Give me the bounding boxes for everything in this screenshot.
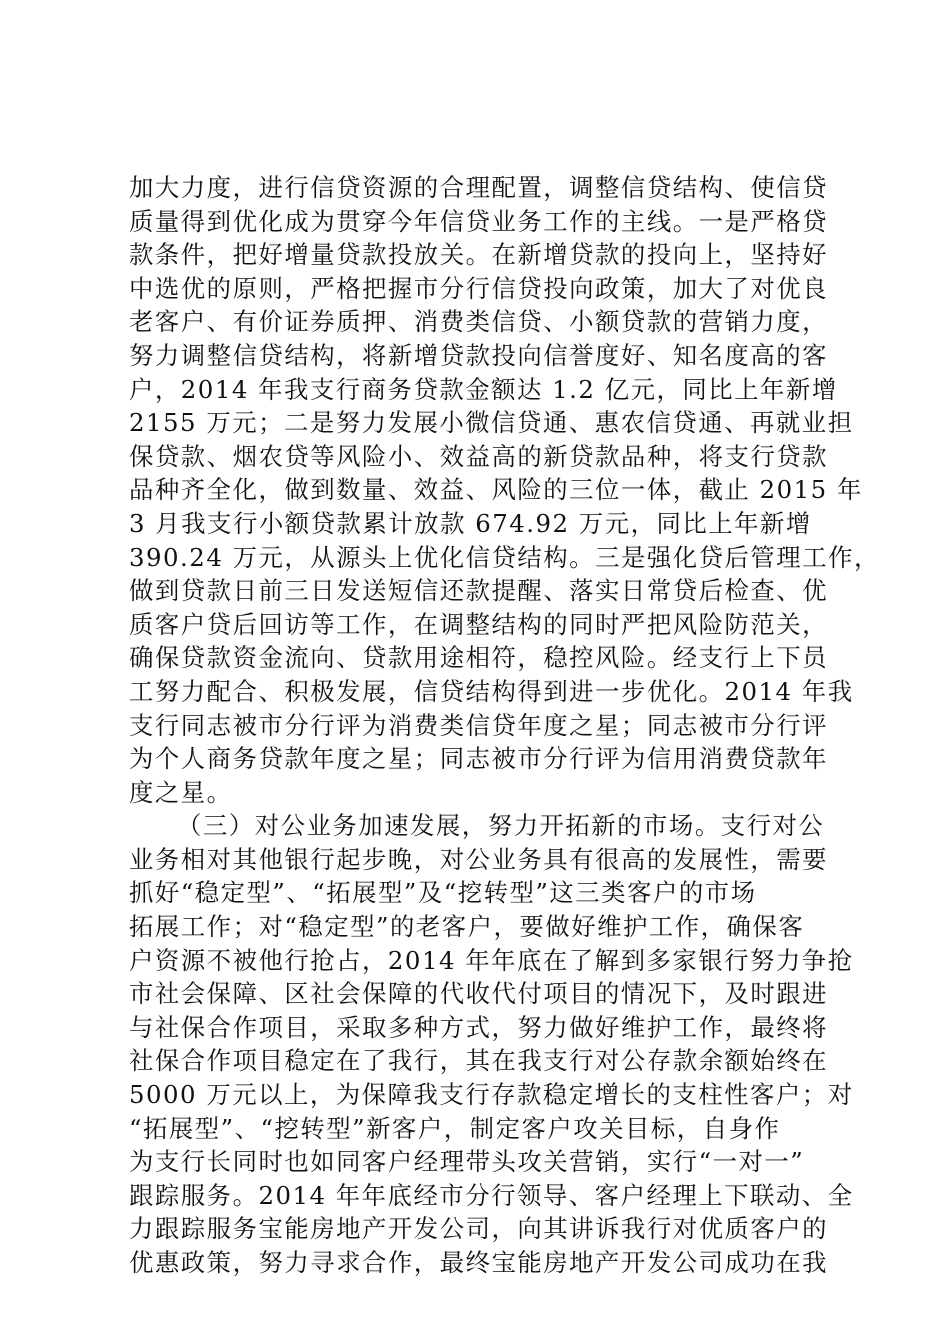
text-line: 品种齐全化，做到数量、效益、风险的三位一体，截止 2015 年: [129, 475, 863, 505]
text-line: 保贷款、烟农贷等风险小、效益高的新贷款品种，将支行贷款: [129, 441, 829, 471]
text-line: 2155 万元；二是努力发展小微信贷通、惠农信贷通、再就业担: [129, 408, 854, 438]
text-line: 为支行长同时也如同客户经理带头攻关营销，实行“一对一”: [129, 1147, 805, 1177]
text-line: 390.24 万元，从源头上优化信贷结构。三是强化贷后管理工作，: [129, 542, 880, 572]
text-line: 与社保合作项目，采取多种方式，努力做好维护工作，最终将: [129, 1012, 829, 1042]
text-line: 工努力配合、积极发展，信贷结构得到进一步优化。2014 年我: [129, 676, 854, 706]
document-body: [129, 171, 880, 1280]
text-line: 优惠政策，努力寻求合作，最终宝能房地产开发公司成功在我: [129, 1248, 829, 1277]
text-line: 跟踪服务。2014 年年底经市分行领导、客户经理上下联动、全: [129, 1180, 854, 1210]
text-line: 户资源不被他行抢占，2014 年年底在了解到多家银行努力争抢: [129, 945, 854, 975]
text-line: 中选优的原则，严格把握市分行信贷投向政策，加大了对优良: [129, 273, 829, 303]
text-line: 拓展工作；对“稳定型”的老客户，要做好维护工作，确保客: [129, 912, 805, 942]
text-line: 做到贷款日前三日发送短信还款提醒、落实日常贷后检查、优: [129, 576, 829, 606]
paragraph-start-line: （三）对公业务加速发展，努力开拓新的市场。支行对公: [177, 811, 825, 841]
text-line: 社保合作项目稳定在了我行，其在我支行对公存款余额始终在: [129, 1046, 829, 1076]
text-line: 度之星。: [129, 777, 233, 807]
text-line: 业务相对其他银行起步晚，对公业务具有很高的发展性，需要: [129, 844, 829, 874]
text-line: 力跟踪服务宝能房地产开发公司，向其讲诉我行对优质客户的: [129, 1214, 829, 1244]
text-line: 户，2014 年我支行商务贷款金额达 1.2 亿元，同比上年新增: [129, 374, 838, 404]
text-line: 抓好“稳定型”、“拓展型”及“挖转型”这三类客户的市场: [129, 878, 757, 908]
text-line: 质客户贷后回访等工作，在调整结构的同时严把风险防范关，: [129, 609, 829, 639]
text-line: 为个人商务贷款年度之星；同志被市分行评为信用消费贷款年: [129, 744, 829, 774]
text-line: 市社会保障、区社会保障的代收代付项目的情况下，及时跟进: [129, 979, 829, 1009]
text-line: 3 月我支行小额贷款累计放款 674.92 万元，同比上年新增: [129, 508, 812, 538]
text-line: 支行同志被市分行评为消费类信贷年度之星；同志被市分行评: [129, 710, 829, 740]
text-line: 努力调整信贷结构，将新增贷款投向信誉度好、知名度高的客: [129, 340, 829, 370]
text-line: 款条件，把好增量贷款投放关。在新增贷款的投向上，坚持好: [129, 240, 829, 270]
text-line: 老客户、有价证券质押、消费类信贷、小额贷款的营销力度，: [129, 307, 829, 337]
text-line: 确保贷款资金流向、贷款用途相符，稳控风险。经支行上下员: [129, 643, 829, 673]
text-line: “拓展型”、“挖转型”新客户，制定客户攻关目标，自身作: [129, 1113, 781, 1143]
text-line: 质量得到优化成为贯穿今年信贷业务工作的主线。一是严格贷: [129, 206, 829, 236]
text-line: 5000 万元以上，为保障我支行存款稳定增长的支柱性客户；对: [129, 1080, 854, 1110]
text-line: 加大力度，进行信贷资源的合理配置，调整信贷结构、使信贷: [129, 173, 829, 202]
